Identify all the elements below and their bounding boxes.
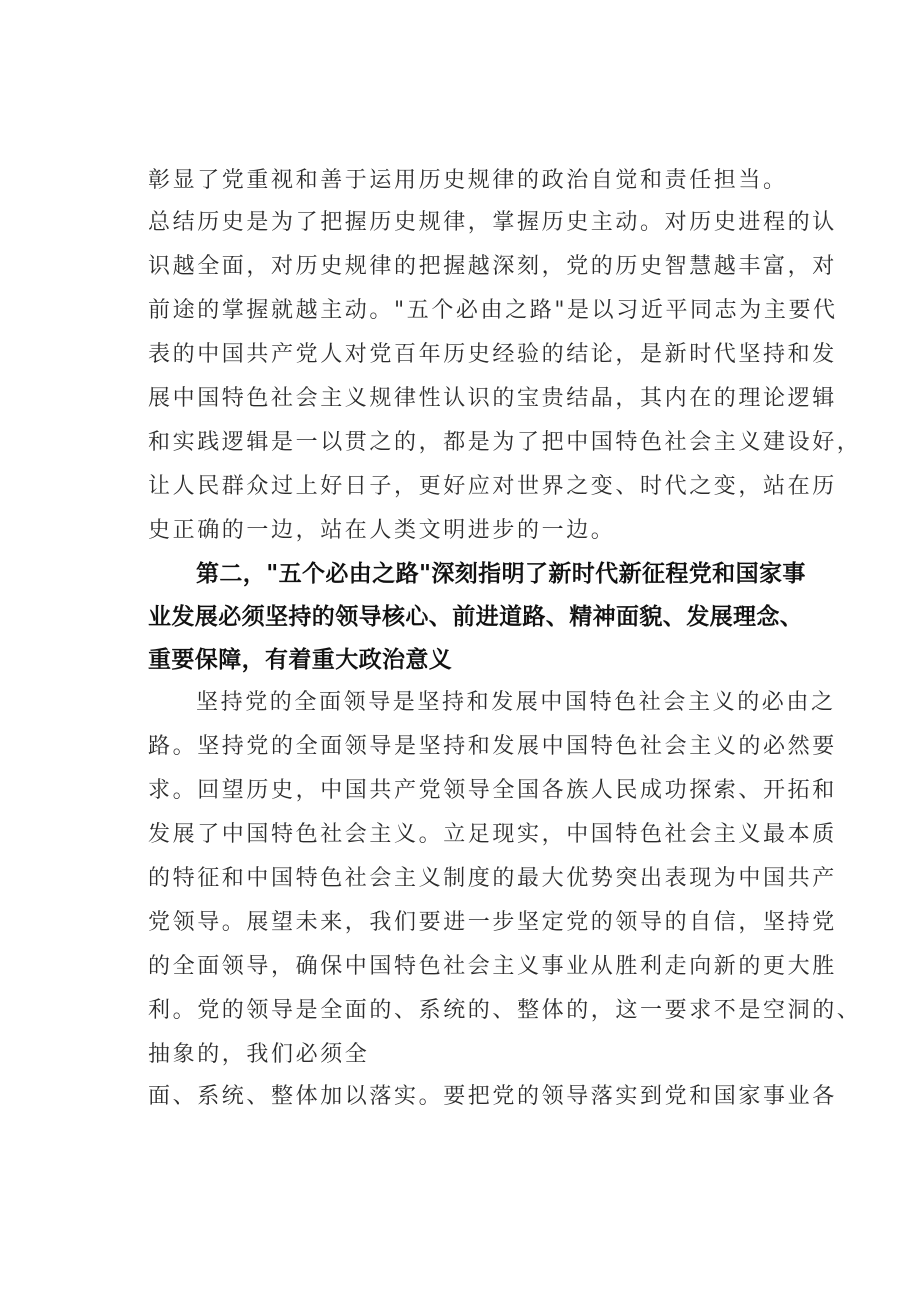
paragraph-2-line-3: 前途的掌握就越主动。"五个必由之路"是以习近平同志为主要代 xyxy=(148,298,838,323)
section-heading-line-2: 业发展必须坚持的领导核心、前进道路、精神面貌、发展理念、 xyxy=(148,604,804,630)
paragraph-2-line-5: 展中国特色社会主义规律性认识的宝贵结晶，其内在的理论逻辑 xyxy=(148,386,837,411)
paragraph-3-line-2: 路。坚持党的全面领导是坚持和发展中国特色社会主义的必然要 xyxy=(148,734,837,759)
paragraph-2-line-1: 总结历史是为了把握历史规律，掌握历史主动。对历史进程的认 xyxy=(148,210,837,235)
section-heading-line-3: 重要保障，有着重大政治意义 xyxy=(148,647,453,673)
paragraph-1-line-1: 彰显了党重视和善于运用历史规律的政治自觉和责任担当。 xyxy=(148,168,788,193)
paragraph-3-line-8: 利。党的领导是全面的、系统的、整体的，这一要求不是空洞的、 xyxy=(148,998,862,1023)
paragraph-3-line-4: 发展了中国特色社会主义。立足现实，中国特色社会主义最本质 xyxy=(148,822,837,847)
paragraph-3-line-7: 的全面领导，确保中国特色社会主义事业从胜利走向新的更大胜 xyxy=(148,954,837,979)
paragraph-2-line-2: 识越全面，对历史规律的把握越深刻，党的历史智慧越丰富，对 xyxy=(148,254,837,279)
paragraph-2-line-8: 史正确的一边，站在人类文明进步的一边。 xyxy=(148,518,616,543)
paragraph-3-line-9: 抽象的，我们必须全 xyxy=(148,1042,370,1067)
paragraph-2-line-6: 和实践逻辑是一以贯之的，都是为了把中国特色社会主义建设好， xyxy=(148,430,862,455)
paragraph-3-line-3: 求。回望历史，中国共产党领导全国各族人民成功探索、开拓和 xyxy=(148,778,837,803)
paragraph-2-line-7: 让人民群众过上好日子，更好应对世界之变、时代之变，站在历 xyxy=(148,474,837,499)
paragraph-4-line-1: 面、系统、整体加以落实。要把党的领导落实到党和国家事业各 xyxy=(148,1084,837,1109)
paragraph-2-line-4: 表的中国共产党人对党百年历史经验的结论，是新时代坚持和发 xyxy=(148,342,837,367)
paragraph-3-line-5: 的特征和中国特色社会主义制度的最大优势突出表现为中国共产 xyxy=(148,866,837,891)
paragraph-3-line-6: 党领导。展望未来，我们要进一步坚定党的领导的自信，坚持党 xyxy=(148,910,837,935)
paragraph-3-line-1: 坚持党的全面领导是坚持和发展中国特色社会主义的必由之 xyxy=(196,690,836,715)
section-heading-line-1: 第二，"五个必由之路"深刻指明了新时代新征程党和国家事 xyxy=(196,561,806,587)
